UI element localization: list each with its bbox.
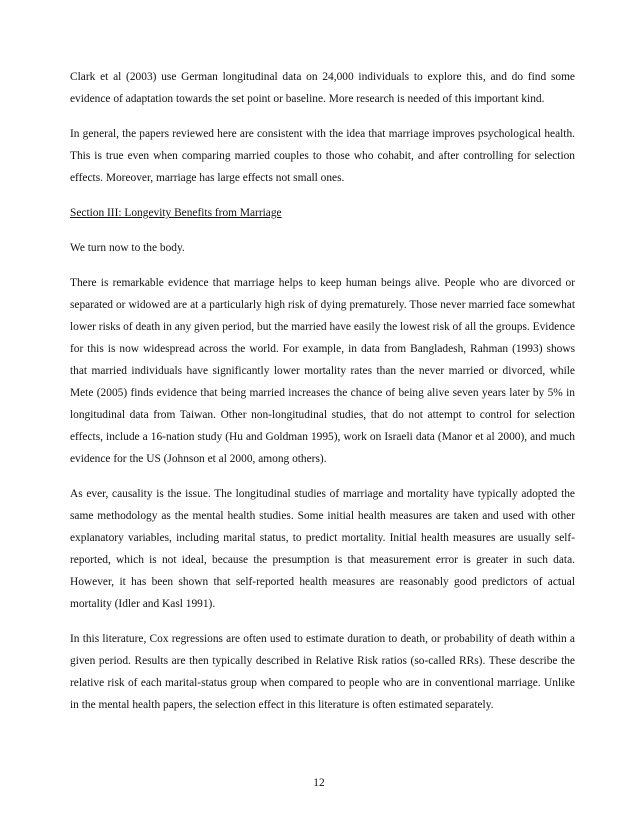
- paragraph-cox-regressions: In this literature, Cox regressions are often used to estimate duration to death, or probability of death within a given period. Results are then typically described in Relative Risk ratios (so-called RRs). These describe the relative risk of each marital-status group when compared to people who are in conventional marriage. Unlike in the mental health papers, the selection effect in this literature is often estimated separately.: [70, 633, 575, 711]
- paragraph-causality: As ever, causality is the issue. The longitudinal studies of marriage and mortality have typically adopted the same methodology as the mental health studies. Some initial health measures are taken and used with other explanatory variables, including marital status, to predict mortality. Initial health measures are usually self-reported, which is not ideal, because the presumption is that measurement error is greater in such data. However, it has been shown that self-reported health measures are reasonably good predictors of actual mortality (Idler and Kasl 1991).: [70, 488, 575, 610]
- page-body: [70, 66, 575, 729]
- section-heading: Section III: Longevity Benefits from Marriage: [70, 207, 282, 219]
- paragraph-general-summary: In general, the papers reviewed here are consistent with the idea that marriage improves psychological health. This is true even when comparing married couples to those who cohabit, and after controlling for selection effects. Moreover, marriage has large effects not small ones.: [70, 128, 575, 184]
- paragraph-turn-to-body: We turn now to the body.: [70, 242, 185, 254]
- paragraph-adaptation: Clark et al (2003) use German longitudinal data on 24,000 individuals to explore this, and do find some evidence of adaptation towards the set point or baseline. More research is needed of this important kind.: [70, 71, 575, 105]
- page-number: 12: [313, 777, 325, 789]
- paragraph-mortality-evidence: There is remarkable evidence that marriage helps to keep human beings alive. People who are divorced or separated or widowed are at a particularly high risk of dying prematurely. Those never married face somewhat lower risks of death in any given period, but the married have easily the lowest risk of all the groups. Evidence for this is now widespread across the world. For example, in data from Bangladesh, Rahman (1993) shows that married individuals have significantly lower mortality rates than the never married or divorced, while Mete (2005) finds evidence that being married increases the chance of being alive seven years later by 5% in longitudinal data from Taiwan. Other non-longitudinal studies, that do not attempt to control for selection effects, include a 16-nation study (Hu and Goldman 1995), work on Israeli data (Manor et al 2000), and much evidence for the US (Johnson et al 2000, among others).: [70, 277, 575, 465]
